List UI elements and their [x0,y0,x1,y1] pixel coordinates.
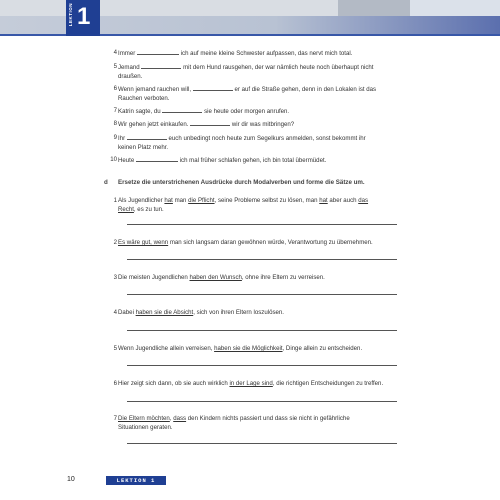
exercise-c-item: 6 Wenn jemand rauchen will, er auf die Straße gehen, denn in den Lokalen ist das Rauchen verboten. [113,85,377,102]
exercise-c-item: 10 Heute ich mal früher schlafen gehen, ich bin total übermüdet. [110,156,327,164]
exercise-c-item: 7 Katrin sagte, du sie heute oder morgen anrufen. [113,107,290,115]
header-band-mid [338,0,410,16]
gap-blank[interactable] [127,133,167,140]
answer-line[interactable] [127,259,397,260]
exercise-c-item: 5 Jemand mit dem Hund rausgehen, der war nämlich heute noch überhaupt nicht draußen. [113,63,374,80]
answer-line[interactable] [127,443,397,444]
answer-line[interactable] [127,224,397,225]
answer-line[interactable] [127,365,397,366]
header-band-right [410,0,500,16]
header-band-light [0,0,338,16]
gap-blank[interactable] [190,119,230,126]
exercise-d-item: 7 Die Eltern möchten, dass den Kindern nichts passiert und dass sie nicht in gefährliche Situationen geraten. [113,415,350,431]
gap-blank[interactable] [136,155,178,162]
exercise-d-item: 3 Die meisten Jugendlichen haben den Wunsch, ohne ihre Eltern zu verreisen. [113,274,325,281]
lektion-vertical-label: LEKTION [68,3,73,27]
gap-blank[interactable] [137,48,179,55]
exercise-c-item: 4 Immer ich auf meine kleine Schwester aufpassen, das nervt mich total. [113,49,353,57]
gap-blank[interactable] [162,106,202,113]
gap-blank[interactable] [141,62,181,69]
exercise-instruction: Ersetze die unterstrichenen Ausdrücke durch Modalverben und forme die Sätze um. [118,179,365,186]
exercise-d-item: 1 Als Jugendlicher hat man die Pflicht, seine Probleme selbst zu lösen, man hat aber auch das Recht, es zu tun. [113,197,369,213]
footer-lektion-label: LEKTION 1 [116,477,156,484]
exercise-c-item: 9 Ihr euch unbedingt noch heute zum Segelkurs anmelden, sonst bekommt ihr keinen Platz mehr. [113,134,366,151]
answer-line[interactable] [127,401,397,402]
exercise-d-item: 6 Hier zeigt sich dann, ob sie auch wirklich in der Lage sind, die richtigen Entscheidungen zu treffen. [113,380,384,387]
answer-line[interactable] [127,294,397,295]
page-number: 10 [67,476,75,483]
exercise-d-item: 5 Wenn Jugendliche allein verreisen, haben sie die Möglichkeit, Dinge allein zu entscheiden. [113,345,363,352]
exercise-d-item: 2 Es wäre gut, wenn man sich langsam daran gewöhnen würde, Verantwortung zu übernehmen. [113,239,373,246]
exercise-d-item: 4 Dabei haben sie die Absicht, sich von ihren Eltern loszulösen. [113,309,284,316]
exercise-letter: d [104,179,108,186]
gap-blank[interactable] [193,84,233,91]
answer-line[interactable] [127,330,397,331]
lektion-number: 1 [77,3,91,30]
exercise-c-item: 8 Wir gehen jetzt einkaufen. wir dir was mitbringen? [113,120,295,128]
